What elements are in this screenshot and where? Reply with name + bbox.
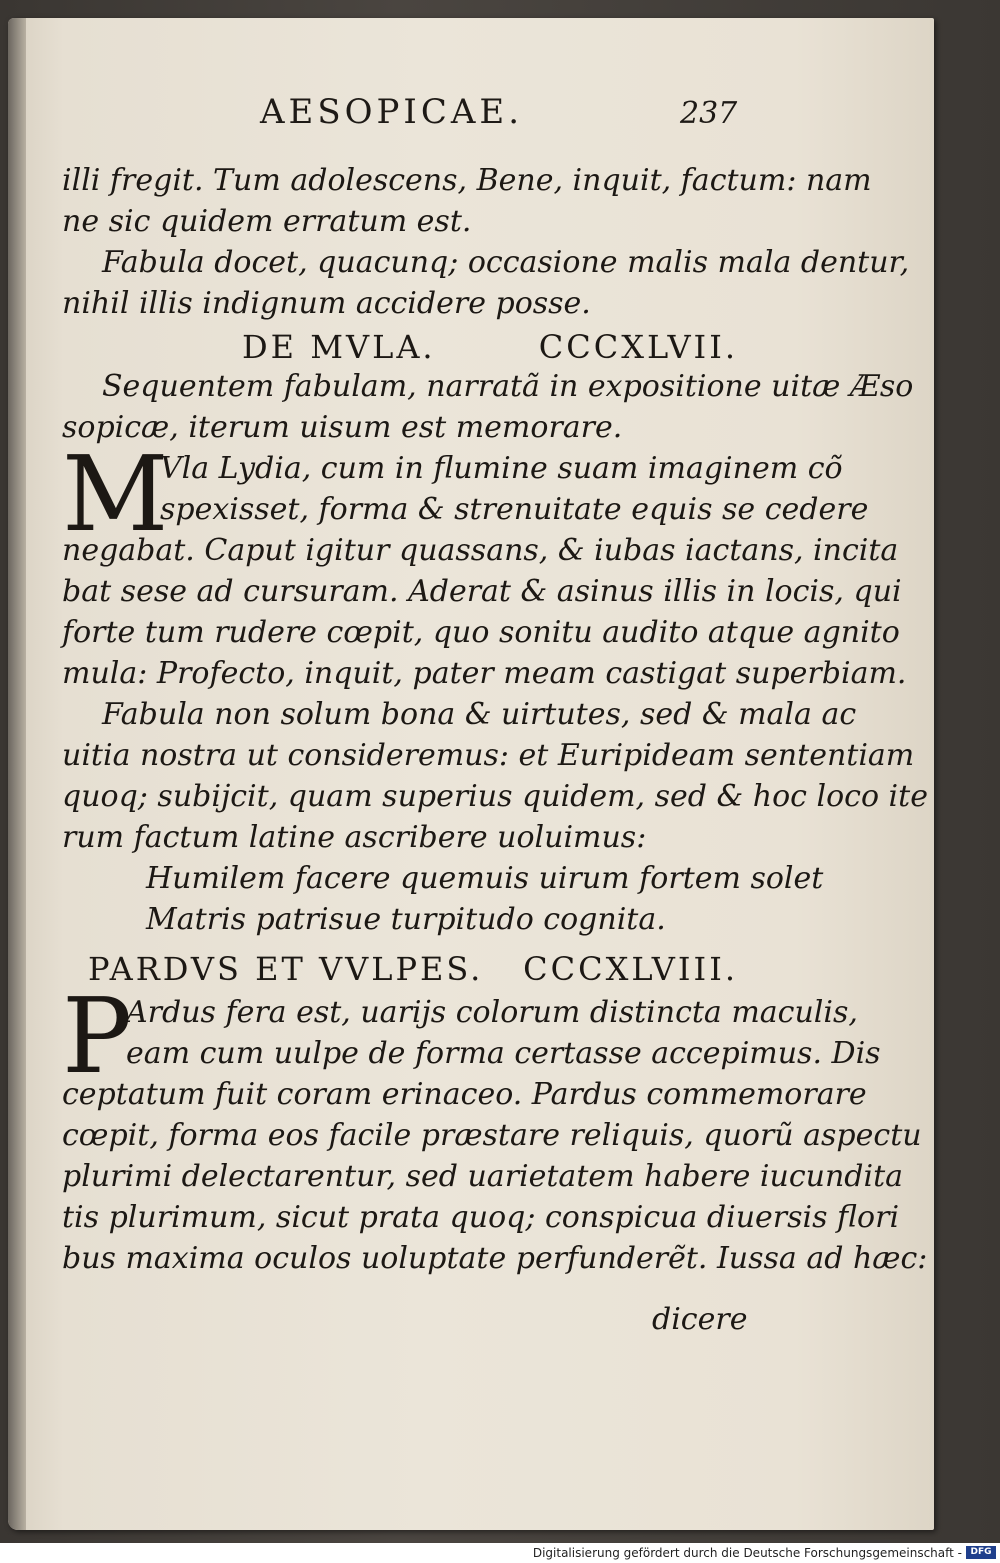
fable-title: DE MVLA. [242, 328, 436, 366]
moral-line: quoq; subijcit, quam superius quidem, sed & hoc loco ite [62, 779, 928, 814]
body-line: forte tum rudere cœpit, quo sonitu audito atque agnito [62, 615, 900, 650]
intro-line: Sequentem fabulam, narratã in expositione uitæ Æso [102, 369, 914, 404]
body-line: bat sese ad cursuram. Aderat & asinus illis in locis, qui [62, 574, 902, 609]
fable-body-348 [62, 975, 928, 1279]
body-line: ceptatum fuit coram erinaceo. Pardus commemorare [62, 1077, 867, 1112]
text-block-previous [62, 160, 910, 324]
fable-title: PARDVS ET VVLPES. [88, 950, 484, 988]
text-line: ne sic quidem erratum est. [62, 204, 472, 239]
text-line: illi fregit. Tum adolescens, Bene, inquit, factum: nam [62, 163, 872, 198]
intro-line: sopicæ, iterum uisum est memorare. [62, 410, 623, 445]
fable-number: CCCXLVII. [538, 328, 738, 366]
moral-line: Fabula non solum bona & uirtutes, sed & mala ac [102, 697, 857, 732]
page-gutter [8, 18, 26, 1530]
dropcap-p: P [62, 975, 132, 1097]
body-line: Vla Lydia, cum in flumine suam imaginem cõ [160, 451, 843, 486]
footer-credit: Digitalisierung gefördert durch die Deutsche Forschungsgemeinschaft - [532, 1546, 962, 1560]
fable-title-347 [62, 328, 738, 366]
footer-bar [0, 1543, 1000, 1563]
moral-line: nihil illis indignum accidere posse. [62, 286, 591, 321]
moral-line: uitia nostra ut consideremus: et Euripideam sententiam [62, 738, 915, 773]
moral-line: Fabula docet, quacunq; occasione malis mala dentur, [102, 245, 910, 280]
fable-title-348 [62, 950, 738, 988]
body-line: negabat. Caput igitur quassans, & iubas iactans, incita [62, 533, 899, 568]
body-line: Ardus fera est, uarijs colorum distincta maculis, [126, 995, 858, 1030]
running-title: AESOPICAE. [260, 92, 524, 132]
body-line: plurimi delectarentur, sed uarietatem habere iucundita [62, 1159, 904, 1194]
body-line: eam cum uulpe de forma certasse accepimus. Dis [126, 1036, 881, 1071]
body-line: mula: Profecto, inquit, pater meam castigat superbiam. [62, 656, 907, 691]
fable-body-347 [62, 433, 928, 940]
verse-line: Matris patrisue turpitudo cognita. [146, 902, 666, 937]
body-line: cœpit, forma eos facile præstare reliquis, quorũ aspectu [62, 1118, 922, 1153]
catchword: dicere [652, 1302, 748, 1337]
page-number: 237 [680, 96, 738, 131]
body-line: tis plurimum, sicut prata quoq; conspicua diuersis flori [62, 1200, 900, 1235]
moral-line: rum factum latine ascribere uoluimus: [62, 820, 647, 855]
body-line: spexisset, forma & strenuitate equis se cedere [160, 492, 869, 527]
body-line: bus maxima oculos uoluptate perfunderẽt. Iussa ad hæc: [62, 1241, 928, 1276]
verse-line: Humilem facere quemuis uirum fortem solet [146, 861, 824, 896]
fable-number: CCCXLVIII. [523, 950, 738, 988]
dropcap-m: M [62, 433, 169, 555]
dfg-logo-icon: DFG [966, 1546, 996, 1559]
